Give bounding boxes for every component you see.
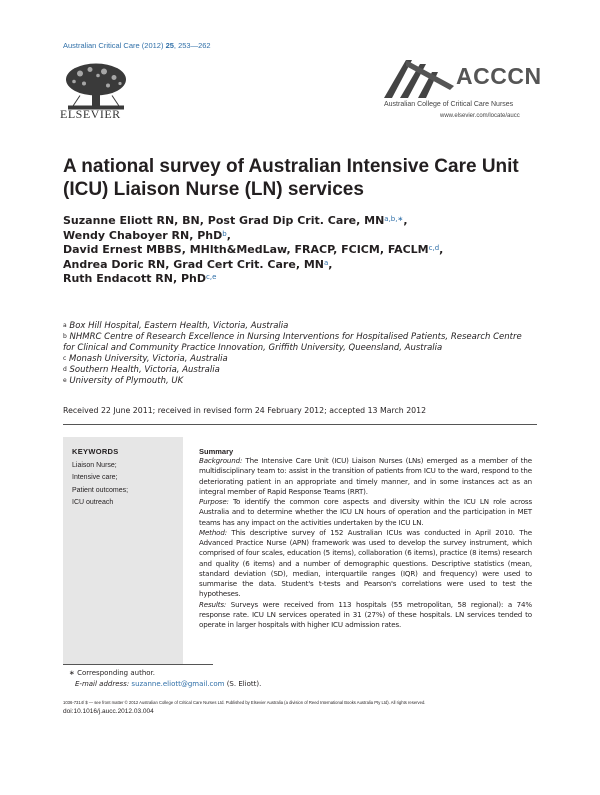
author: Ruth Endacott RN, PhD$^{c,e}$ xyxy=(63,272,217,285)
received-dates: Received 22 June 2011; received in revised form 24 February 2012; accepted 13 March 2012 xyxy=(63,406,427,415)
email-link[interactable]: suzanne.eliott@gmail.com xyxy=(131,679,225,688)
affiliation-list xyxy=(63,321,533,387)
author-affiliation-link[interactable]: a,b,∗ xyxy=(384,215,404,223)
article-title: A national survey of Australian Intensive Care Unit (ICU) Liaison Nurse (LN) services xyxy=(63,156,519,200)
affiliation: $^b$ NHMRC Centre of Research Excellence in Nursing Interventions for Hospitalised Patients, Research Centre for Clinical and Community Practice Innovation, Griffith University, Queensland, Australia xyxy=(63,332,522,353)
author-affiliation-link[interactable]: b xyxy=(222,229,227,238)
keyword: Liaison Nurse; xyxy=(72,462,117,469)
journal-citation[interactable]: Australian Critical Care (2012) 25, 253—262 xyxy=(63,41,211,50)
keywords-heading: KEYWORDS xyxy=(72,447,119,456)
divider xyxy=(63,424,537,425)
abstract-body xyxy=(199,456,532,630)
acccn-wordmark: ACCCN xyxy=(456,63,542,89)
author: Suzanne Eliott RN, BN, Post Grad Dip Crit. Care, $MN^{a,b,∗}$, xyxy=(63,214,408,227)
society-name: Australian College of Critical Care Nurses xyxy=(384,101,514,108)
affiliation: $^e$ University of Plymouth, UK xyxy=(63,376,184,386)
email-note: E-mail address: suzanne.eliott@gmail.com (S. Eliott). xyxy=(75,679,262,688)
abstract-paragraph: Purpose: To identify the common core aspects and diversity within the ICU LN role across Australia and to determine whether the ICU LN hours of operation and the participation in MET teams has any impact on the activities undertaken by the ICU LN. xyxy=(199,497,532,527)
society-url[interactable]: www.elsevier.com/locate/aucc xyxy=(440,113,520,119)
doi-link[interactable]: doi:10.1016/j.aucc.2012.03.004 xyxy=(63,708,154,715)
footnotes xyxy=(63,668,261,689)
author-list xyxy=(63,214,543,287)
affiliation: $^d$ Southern Health, Victoria, Australia xyxy=(63,365,220,375)
keywords-list xyxy=(72,460,128,509)
summary-heading: Summary xyxy=(199,447,234,456)
keyword: Patient outcomes; xyxy=(72,486,129,494)
keyword: ICU outreach xyxy=(72,498,114,506)
keyword: Intensive care; xyxy=(72,474,118,482)
author: David Ernest MBBS, MHlth&MedLaw, FRACP, FCICM, FACLM$^{c,d}$, xyxy=(63,243,444,256)
author: Wendy Chaboyer RN, PhD$^b$, xyxy=(63,228,231,242)
author-affiliation-link[interactable]: c,d xyxy=(428,244,440,252)
author-affiliation-link[interactable]: c,e xyxy=(206,273,217,281)
copyright-notice: 1036-7314/ $ — see front matter © 2012 Australian College of Critical Care Nurses Ltd. Published by Elsevier Australia (a division of Reed International Books Australia Pty Ltd). All rights reserved. xyxy=(63,700,426,705)
author-affiliation-link[interactable]: a xyxy=(323,258,329,267)
author: Andrea Doric RN, Grad Cert Crit. Care, $MN^a$, xyxy=(63,257,333,271)
acccn-logo-mark xyxy=(384,60,454,98)
abstract-paragraph: Background: The Intensive Care Unit (ICU) Liaison Nurses (LNs) emerged as a member of the multidisciplinary team to: assist in the transition of patients from ICU to the ward, respond to the deteriorating patient in an appropriate and timely manner, and in some instances act as an integral member of Rapid Response Teams (RRT). xyxy=(199,456,532,496)
footnote-divider xyxy=(63,664,213,665)
affiliation: $^a$ Box Hill Hospital, Eastern Health, Victoria, Australia xyxy=(63,321,289,331)
abstract-paragraph: Method: This descriptive survey of 152 Australian ICUs was conducted in April 2010. The Advanced Practice Nurse (APN) framework was used to develop the survey instrument, which comprised of four scales, education (5 items), collaboration (6 items), practice (8 items) research and quality (6 items) and a number of demographic questions. Descriptive statistics (mean, standard deviation (SD), median, interquartile ranges (IQR) and frequency) were used to summarise the data. Student's t-tests and Pearson's correlations were used to test the hypotheses. xyxy=(199,527,532,599)
affiliation: $^c$ Monash University, Victoria, Australia xyxy=(63,354,228,364)
elsevier-wordmark: ELSEVIER xyxy=(60,107,121,121)
corresponding-author-note: ∗ Corresponding author. xyxy=(69,669,155,677)
abstract-paragraph: Results: Surveys were received from 113 hospitals (55 metropolitan, 58 regional): a 74% response rate. ICU LN services operated in 31 (27%) of these hospitals. LN services tended to operate in larger hospitals with higher ICU admission rates. xyxy=(199,599,532,629)
